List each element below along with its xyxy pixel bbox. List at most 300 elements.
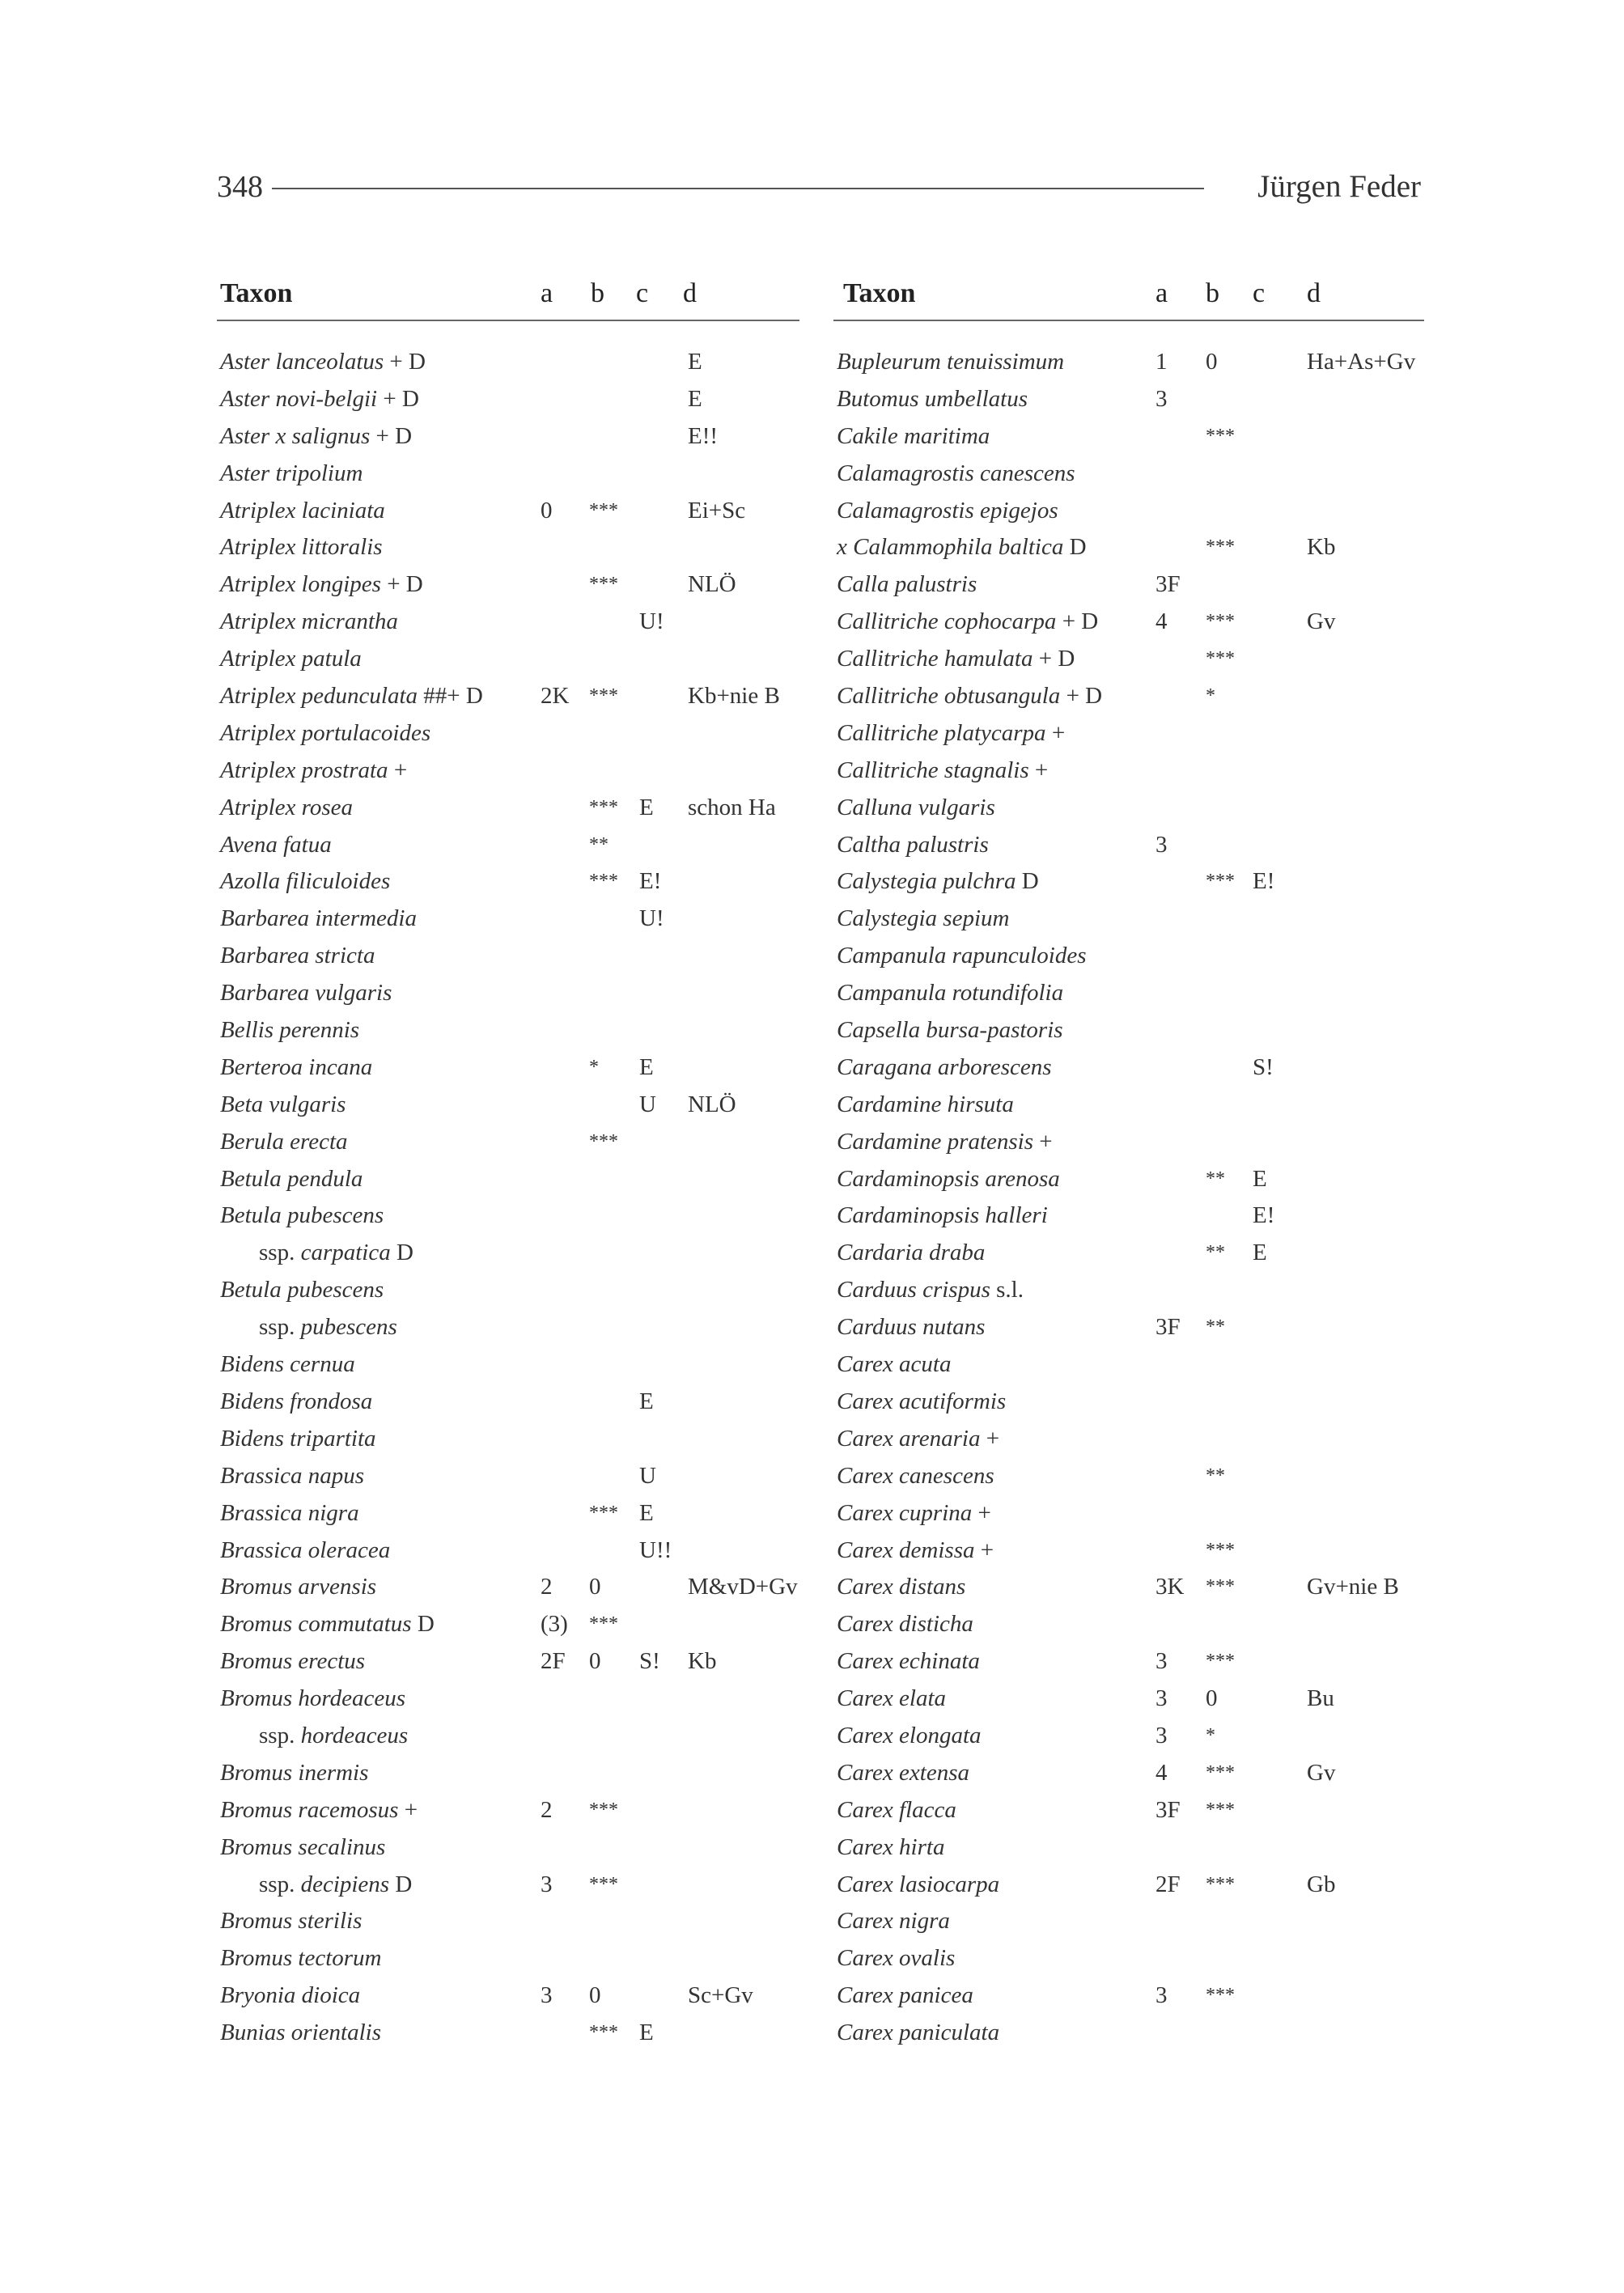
cell-b: ***	[589, 2022, 618, 2044]
running-title: Jürgen Feder	[1257, 169, 1421, 204]
cell-b: ***	[1206, 1873, 1235, 1895]
header-b: b	[591, 278, 604, 308]
taxon-cell	[837, 1421, 999, 1458]
taxon-cell	[220, 1829, 385, 1867]
cell-b: **	[1206, 1242, 1225, 1264]
cell-b: 0	[1206, 349, 1218, 375]
taxon-name: Barbarea intermedia	[220, 905, 417, 932]
table-row	[217, 1903, 799, 1940]
taxon-cell	[220, 1643, 365, 1681]
taxon-cell	[837, 1495, 991, 1532]
cell-b: ***	[589, 871, 618, 892]
table-row	[833, 1829, 1424, 1867]
table-row	[833, 1272, 1424, 1309]
taxon-name: Carex canescens	[837, 1462, 994, 1489]
table-right	[833, 271, 1424, 2052]
table-row	[833, 1458, 1424, 1495]
table-row	[217, 1235, 799, 1272]
cell-b: ***	[589, 1502, 618, 1524]
table-header	[217, 271, 799, 316]
taxon-name: Callitriche hamulata	[837, 646, 1033, 672]
taxon-cell	[837, 790, 995, 827]
cell-b: ***	[589, 1613, 618, 1635]
header-rule-left	[217, 320, 799, 321]
table-row	[217, 529, 799, 566]
table-row	[217, 604, 799, 641]
table-row	[833, 1681, 1424, 1718]
taxon-cell	[837, 529, 1087, 566]
taxon-cell	[220, 641, 362, 678]
table-row	[833, 1643, 1424, 1681]
taxon-name: Callitriche platycarpa	[837, 719, 1046, 746]
cell-d: Kb+nie B	[688, 683, 780, 710]
taxon-name: Carex ovalis	[837, 1945, 956, 1972]
cell-d: E!!	[688, 422, 719, 449]
cell-c: E!	[639, 868, 662, 895]
taxon-rank: ssp.	[259, 1240, 301, 1266]
cell-a: 3	[1155, 831, 1168, 858]
taxon-name: Carex flacca	[837, 1796, 956, 1823]
taxon-cell	[220, 381, 419, 418]
taxon-name: pubescens	[300, 1314, 397, 1341]
taxon-cell	[837, 493, 1058, 530]
cell-c: E	[639, 794, 654, 820]
table-row	[833, 641, 1424, 678]
taxon-cell	[837, 975, 1063, 1012]
taxon-name: Brassica napus	[220, 1462, 365, 1489]
cell-c: E!	[1253, 868, 1275, 895]
table-row	[217, 1718, 799, 1755]
taxon-note: s.l.	[990, 1277, 1024, 1303]
taxon-note: +	[1028, 757, 1049, 783]
cell-b: ***	[1206, 648, 1235, 670]
table-row	[217, 1012, 799, 1049]
cell-c: E	[639, 2020, 654, 2046]
taxon-name: Bromus secalinus	[220, 1833, 386, 1860]
table-row	[833, 2015, 1424, 2052]
table-row	[833, 1755, 1424, 1792]
header-a: a	[541, 278, 553, 308]
taxon-cell	[837, 1829, 944, 1867]
taxon-cell	[220, 1495, 359, 1532]
cell-a: 4	[1155, 1759, 1168, 1786]
taxon-name: Atriplex portulacoides	[220, 719, 431, 746]
taxon-cell	[837, 1643, 980, 1681]
table-row	[833, 1606, 1424, 1643]
table-row	[217, 418, 799, 456]
cell-a: 2F	[541, 1648, 566, 1675]
taxon-name: Bromus hordeaceus	[220, 1685, 406, 1712]
table-row	[217, 901, 799, 938]
cell-b: **	[1206, 1168, 1225, 1189]
cell-b: *	[1206, 1724, 1215, 1746]
cell-b: ***	[589, 1873, 618, 1895]
taxon-cell	[220, 493, 385, 530]
table-row	[217, 1940, 799, 1977]
table-row	[217, 1829, 799, 1867]
table-row	[833, 604, 1424, 641]
taxon-name: Bromus racemosus	[220, 1796, 399, 1823]
table-row	[833, 1977, 1424, 2015]
taxon-cell	[837, 1087, 1014, 1124]
table-row	[833, 901, 1424, 938]
taxon-name: Bunias orientalis	[220, 2020, 381, 2046]
taxon-name: Carex nigra	[837, 1908, 950, 1935]
cell-a: 3F	[1155, 571, 1181, 598]
table-row	[833, 1012, 1424, 1049]
taxon-name: Callitriche stagnalis	[837, 757, 1029, 783]
cell-c: E	[1253, 1165, 1267, 1192]
cell-a: 3F	[1155, 1314, 1181, 1341]
taxon-note: + D	[1032, 646, 1075, 672]
taxon-cell	[837, 1903, 950, 1940]
taxon-note: + D	[370, 422, 413, 449]
taxon-cell	[837, 2015, 999, 2052]
taxon-name: Atriplex rosea	[220, 794, 354, 820]
taxon-cell	[837, 1272, 1024, 1309]
header-rule	[272, 188, 1204, 189]
taxon-cell	[220, 529, 383, 566]
taxon-rank: ssp.	[259, 1722, 301, 1748]
taxon-cell	[837, 1197, 1048, 1235]
table-row	[833, 1421, 1424, 1458]
cell-c: S!	[1253, 1053, 1274, 1080]
taxon-note: + D	[1056, 608, 1099, 635]
taxon-cell	[837, 1606, 973, 1643]
table-row	[833, 493, 1424, 530]
table-row	[833, 938, 1424, 975]
taxon-cell	[220, 752, 407, 790]
taxon-cell	[837, 1940, 955, 1977]
cell-b: ***	[589, 499, 618, 521]
taxon-name: Bellis perennis	[220, 1017, 360, 1044]
cell-b: ***	[1206, 1761, 1235, 1783]
table-row	[833, 827, 1424, 864]
cell-c: E	[639, 1499, 654, 1526]
taxon-name: Carex cuprina	[837, 1499, 973, 1526]
cell-b: ***	[1206, 1799, 1235, 1820]
taxon-cell	[837, 1532, 994, 1570]
cell-d: Gv+nie B	[1307, 1574, 1399, 1600]
taxon-name: Calystegia sepium	[837, 905, 1010, 932]
taxon-note: +	[1045, 719, 1066, 746]
cell-a: 3	[541, 1871, 553, 1897]
taxon-name: Carduus nutans	[837, 1314, 986, 1341]
cell-b: ***	[589, 1799, 618, 1820]
taxon-name: hordeaceus	[300, 1722, 409, 1748]
table-row	[833, 566, 1424, 604]
taxon-cell	[837, 827, 989, 864]
table-row	[833, 1235, 1424, 1272]
taxon-cell	[837, 1792, 956, 1829]
cell-c: U!	[639, 608, 664, 635]
cell-b: ***	[1206, 1985, 1235, 2007]
table-row	[217, 1755, 799, 1792]
cell-b: ***	[1206, 1576, 1235, 1598]
taxon-cell	[837, 752, 1048, 790]
taxon-cell	[837, 1049, 1052, 1087]
table-row	[833, 678, 1424, 715]
cell-d: NLÖ	[688, 1091, 736, 1117]
table-row	[217, 2015, 799, 2052]
taxon-name: Cardamine hirsuta	[837, 1091, 1014, 1117]
header-a: a	[1155, 278, 1168, 308]
table-row	[833, 456, 1424, 493]
taxon-cell	[837, 715, 1065, 752]
cell-a: 2F	[1155, 1871, 1181, 1897]
taxon-cell	[837, 381, 1028, 418]
table-row	[833, 381, 1424, 418]
table-row	[217, 752, 799, 790]
taxon-cell	[837, 1977, 973, 2015]
taxon-name: Caragana arborescens	[837, 1053, 1052, 1080]
taxon-cell	[837, 1569, 965, 1606]
cell-c: E	[639, 1053, 654, 1080]
taxon-name: Bromus arvensis	[220, 1574, 377, 1600]
taxon-cell	[837, 1755, 969, 1792]
cell-c: S!	[639, 1648, 660, 1675]
taxon-name: Bromus tectorum	[220, 1945, 382, 1972]
taxon-name: Berteroa incana	[220, 1053, 373, 1080]
taxon-note: + D	[384, 349, 426, 375]
taxon-cell	[837, 863, 1039, 901]
taxon-cell	[220, 456, 363, 493]
cell-b: ***	[589, 685, 618, 707]
taxon-name: decipiens	[300, 1871, 390, 1897]
taxon-cell	[837, 1867, 999, 1904]
taxon-name: Callitriche cophocarpa	[837, 608, 1057, 635]
taxon-name: Barbarea vulgaris	[220, 980, 392, 1007]
table-row	[217, 1458, 799, 1495]
header-rule-right	[833, 320, 1424, 321]
table-row	[217, 381, 799, 418]
table-row	[217, 1124, 799, 1161]
cell-a: (3)	[541, 1611, 568, 1638]
cell-b: **	[1206, 1316, 1225, 1338]
taxon-cell	[220, 1049, 372, 1087]
table-row	[833, 1087, 1424, 1124]
table-header	[833, 271, 1424, 316]
taxon-name: Callitriche obtusangula	[837, 683, 1061, 710]
page-header	[217, 159, 1421, 215]
taxon-cell	[220, 1087, 346, 1124]
cell-a: 3F	[1155, 1796, 1181, 1823]
taxon-name: Campanula rotundifolia	[837, 980, 1064, 1007]
taxon-cell	[837, 1346, 951, 1384]
table-body-right	[833, 344, 1424, 2052]
taxon-name: Bromus inermis	[220, 1759, 369, 1786]
cell-d: NLÖ	[688, 571, 736, 598]
taxon-note: +	[388, 757, 408, 783]
header-taxon: Taxon	[843, 278, 916, 308]
cell-b: **	[1206, 1464, 1225, 1486]
cell-a: 2	[541, 1574, 553, 1600]
taxon-name: Carex extensa	[837, 1759, 970, 1786]
taxon-cell	[220, 1124, 348, 1161]
taxon-name: Bupleurum tenuissimum	[837, 349, 1065, 375]
table-row	[217, 1049, 799, 1087]
cell-a: 3	[1155, 1685, 1168, 1712]
table-row	[833, 1940, 1424, 1977]
taxon-cell	[220, 1755, 368, 1792]
taxon-name: Atriplex micrantha	[220, 608, 398, 635]
taxon-name: Carex acutiformis	[837, 1388, 1007, 1414]
taxon-cell	[220, 1681, 405, 1718]
taxon-cell	[220, 901, 417, 938]
cell-b: ***	[1206, 425, 1235, 447]
header-c: c	[636, 278, 649, 308]
cell-d: Gv	[1307, 1759, 1336, 1786]
taxon-note: D	[1063, 534, 1087, 561]
cell-c: E!	[1253, 1202, 1275, 1229]
taxon-note: ##+ D	[418, 683, 483, 710]
taxon-name: Carex panicea	[837, 1982, 973, 2009]
taxon-name: Carex disticha	[837, 1611, 973, 1638]
taxon-name: x Calammophila baltica	[837, 534, 1064, 561]
taxon-name: Bromus commutatus	[220, 1611, 412, 1638]
cell-b: ***	[589, 796, 618, 818]
cell-b: *	[589, 1056, 599, 1078]
taxon-name: Aster tripolium	[220, 460, 363, 486]
taxon-name: Carex elata	[837, 1685, 947, 1712]
table-row	[833, 344, 1424, 381]
taxon-cell	[220, 715, 430, 752]
cell-b: ***	[589, 1130, 618, 1152]
taxon-note: +	[1033, 1128, 1053, 1155]
taxon-name: Aster novi-belgii	[220, 385, 378, 412]
taxon-cell	[220, 1161, 363, 1198]
cell-a: 3	[1155, 1722, 1168, 1748]
taxon-name: Carduus crispus	[837, 1277, 990, 1303]
cell-c: U!	[639, 905, 664, 932]
taxon-name: Avena fatua	[220, 831, 332, 858]
table-row	[217, 1681, 799, 1718]
taxon-cell	[837, 1458, 994, 1495]
taxon-cell	[220, 1012, 359, 1049]
cell-b: **	[589, 833, 608, 855]
cell-a: 3K	[1155, 1574, 1185, 1600]
taxon-cell	[220, 1977, 360, 2015]
taxon-name: Caltha palustris	[837, 831, 989, 858]
taxon-note: +	[398, 1796, 418, 1823]
cell-b: ***	[589, 574, 618, 596]
taxon-cell	[220, 418, 412, 456]
table-row	[833, 1161, 1424, 1198]
taxon-rank: ssp.	[259, 1314, 301, 1341]
taxon-cell	[837, 1161, 1060, 1198]
header-b: b	[1206, 278, 1219, 308]
taxon-cell	[220, 1421, 376, 1458]
table-row	[833, 1903, 1424, 1940]
taxon-name: Beta vulgaris	[220, 1091, 346, 1117]
taxon-rank: ssp.	[259, 1871, 301, 1897]
taxon-cell	[220, 1384, 372, 1421]
taxon-name: Betula pubescens	[220, 1202, 384, 1229]
taxon-note: D	[390, 1240, 413, 1266]
taxon-cell	[220, 1606, 435, 1643]
taxon-name: Cakile maritima	[837, 422, 990, 449]
taxon-cell	[220, 975, 392, 1012]
taxon-name: Brassica oleracea	[220, 1536, 391, 1563]
taxon-cell	[220, 1718, 408, 1755]
taxon-cell	[220, 1346, 355, 1384]
taxon-cell	[220, 566, 423, 604]
cell-c: U	[639, 1462, 656, 1489]
table-row	[217, 1421, 799, 1458]
taxon-name: Bromus erectus	[220, 1648, 366, 1675]
cell-d: E	[688, 385, 702, 412]
table-row	[217, 863, 799, 901]
header-d: d	[683, 278, 697, 308]
table-row	[217, 827, 799, 864]
taxon-note: D	[411, 1611, 435, 1638]
table-row	[833, 1346, 1424, 1384]
cell-d: Ei+Sc	[688, 497, 746, 523]
table-row	[217, 1272, 799, 1309]
taxon-cell	[220, 678, 483, 715]
table-row	[217, 1569, 799, 1606]
cell-d: E	[688, 349, 702, 375]
taxon-cell	[220, 1458, 364, 1495]
cell-b: ***	[1206, 871, 1235, 892]
cell-a: 4	[1155, 608, 1168, 635]
taxon-cell	[220, 1309, 397, 1346]
taxon-cell	[837, 1681, 946, 1718]
taxon-cell	[220, 1272, 384, 1309]
table-row	[217, 493, 799, 530]
taxon-cell	[220, 1197, 384, 1235]
header-taxon: Taxon	[220, 278, 293, 308]
table-row	[217, 1606, 799, 1643]
taxon-note: D	[1016, 868, 1039, 895]
table-row	[833, 1867, 1424, 1904]
cell-b: ***	[1206, 1651, 1235, 1672]
taxon-cell	[220, 1235, 413, 1272]
table-row	[217, 1643, 799, 1681]
cell-a: 2K	[541, 683, 570, 710]
cell-a: 3	[1155, 385, 1168, 412]
table-row	[833, 1792, 1424, 1829]
taxon-note: +	[974, 1536, 994, 1563]
taxon-name: carpatica	[300, 1240, 391, 1266]
taxon-name: Aster x salignus	[220, 422, 371, 449]
taxon-note: + D	[380, 571, 423, 598]
table-row	[217, 1495, 799, 1532]
taxon-name: Carex arenaria	[837, 1425, 981, 1452]
table-row	[217, 1977, 799, 2015]
table-row	[833, 975, 1424, 1012]
table-row	[833, 790, 1424, 827]
table-row	[217, 1792, 799, 1829]
table-row	[833, 1384, 1424, 1421]
cell-d: Gv	[1307, 608, 1336, 635]
cell-d: schon Ha	[688, 794, 776, 820]
table-row	[217, 1532, 799, 1570]
taxon-note: + D	[1060, 683, 1103, 710]
taxon-name: Atriplex prostrata	[220, 757, 388, 783]
table-row	[833, 1569, 1424, 1606]
table-row	[833, 418, 1424, 456]
cell-d: Sc+Gv	[688, 1982, 753, 2009]
taxon-cell	[837, 1235, 985, 1272]
taxon-name: Carex lasiocarpa	[837, 1871, 1000, 1897]
table-row	[217, 1309, 799, 1346]
taxon-name: Atriplex pedunculata	[220, 683, 418, 710]
taxon-cell	[220, 1532, 390, 1570]
cell-d: Bu	[1307, 1685, 1334, 1712]
table-row	[833, 1049, 1424, 1087]
taxon-cell	[220, 1940, 382, 1977]
